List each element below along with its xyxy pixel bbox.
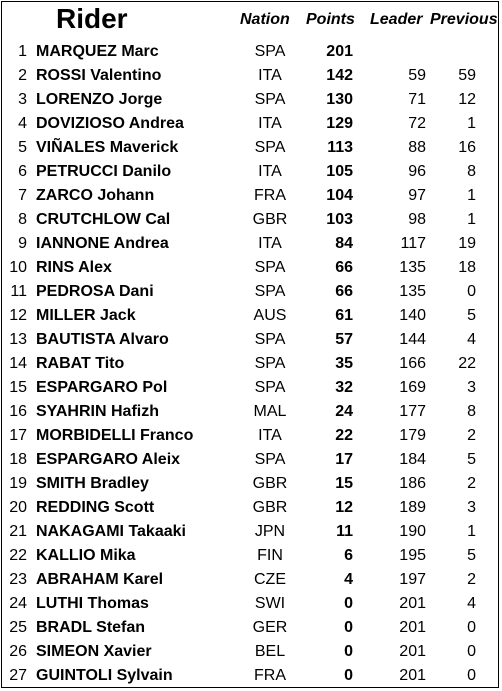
rider-name: KALLIO Mika — [36, 547, 136, 564]
gap-to-previous: 12 — [458, 91, 476, 108]
gap-to-leader: 201 — [399, 667, 426, 684]
rider-position: 17 — [9, 427, 27, 444]
rider-position: 16 — [9, 403, 27, 420]
gap-to-leader: 98 — [408, 211, 426, 228]
table-row — [0, 569, 502, 593]
rider-nation: JPN — [254, 523, 286, 540]
rider-points: 129 — [326, 115, 353, 132]
rider-nation: FRA — [254, 667, 286, 684]
table-row — [0, 137, 502, 161]
rider-points: 0 — [344, 595, 353, 612]
rider-nation: SPA — [254, 43, 286, 60]
rider-name: IANNONE Andrea — [36, 235, 169, 252]
gap-to-previous: 0 — [467, 643, 476, 660]
table-row — [0, 521, 502, 545]
gap-to-leader: 71 — [408, 91, 426, 108]
rider-name: PETRUCCI Danilo — [36, 163, 172, 180]
gap-to-previous: 8 — [467, 163, 476, 180]
rider-points: 84 — [335, 235, 353, 252]
rider-nation: SPA — [254, 283, 286, 300]
rider-nation: AUS — [253, 307, 287, 324]
rider-points: 66 — [335, 259, 353, 276]
rider-position: 2 — [18, 67, 27, 84]
rider-points: 17 — [335, 451, 353, 468]
rider-name: ESPARGARO Aleix — [36, 451, 181, 468]
rider-position: 15 — [9, 379, 27, 396]
header-leader: Leader — [370, 11, 423, 28]
rider-nation: BEL — [254, 643, 286, 660]
rider-name: ROSSI Valentino — [36, 67, 162, 84]
rider-points: 35 — [335, 355, 353, 372]
rider-position: 19 — [9, 475, 27, 492]
rider-position: 9 — [18, 235, 27, 252]
gap-to-previous: 22 — [458, 355, 476, 372]
rider-points: 104 — [326, 187, 353, 204]
rider-name: RINS Alex — [36, 259, 112, 276]
gap-to-leader: 166 — [399, 355, 426, 372]
rider-position: 10 — [9, 259, 27, 276]
rider-name: MORBIDELLI Franco — [36, 427, 194, 444]
table-row — [0, 113, 502, 137]
rider-nation: ITA — [258, 427, 282, 444]
rider-points: 32 — [335, 379, 353, 396]
gap-to-previous: 19 — [458, 235, 476, 252]
rider-position: 25 — [9, 619, 27, 636]
gap-to-leader: 201 — [399, 619, 426, 636]
gap-to-leader: 135 — [399, 283, 426, 300]
table-row — [0, 185, 502, 209]
gap-to-leader: 201 — [399, 595, 426, 612]
gap-to-previous: 4 — [467, 595, 476, 612]
table-row — [0, 665, 502, 689]
rider-points: 22 — [335, 427, 353, 444]
rider-name: ESPARGARO Pol — [36, 379, 168, 396]
rider-points: 113 — [327, 139, 353, 156]
table-row — [0, 329, 502, 353]
table-row — [0, 545, 502, 569]
table-row — [0, 497, 502, 521]
rider-name: REDDING Scott — [36, 499, 155, 516]
rider-position: 12 — [9, 307, 27, 324]
rider-position: 23 — [9, 571, 27, 588]
rider-name: RABAT Tito — [36, 355, 125, 372]
table-row — [0, 401, 502, 425]
header-nation: Nation — [240, 11, 290, 28]
rider-name: PEDROSA Dani — [36, 283, 154, 300]
table-row — [0, 473, 502, 497]
rider-position: 27 — [9, 667, 27, 684]
rider-name: LUTHI Thomas — [36, 595, 149, 612]
rider-position: 20 — [9, 499, 27, 516]
standings-rows — [0, 41, 502, 689]
table-row — [0, 641, 502, 665]
gap-to-previous: 5 — [467, 547, 476, 564]
rider-name: BAUTISTA Alvaro — [36, 331, 169, 348]
rider-nation: CZE — [254, 571, 286, 588]
gap-to-previous: 59 — [458, 67, 476, 84]
rider-name: VIÑALES Maverick — [36, 139, 179, 156]
gap-to-previous: 8 — [467, 403, 476, 420]
gap-to-previous: 2 — [467, 427, 476, 444]
rider-name: SYAHRIN Hafizh — [36, 403, 159, 420]
rider-nation: GBR — [252, 499, 288, 516]
gap-to-previous: 16 — [458, 139, 476, 156]
gap-to-previous: 0 — [467, 283, 476, 300]
rider-name: GUINTOLI Sylvain — [36, 667, 173, 684]
rider-position: 18 — [9, 451, 27, 468]
gap-to-previous: 3 — [467, 499, 476, 516]
rider-points: 61 — [335, 307, 353, 324]
rider-nation: GBR — [252, 475, 288, 492]
rider-points: 6 — [344, 547, 353, 564]
rider-position: 5 — [18, 139, 27, 156]
rider-points: 201 — [326, 43, 353, 60]
table-row — [0, 617, 502, 641]
rider-points: 24 — [335, 403, 353, 420]
gap-to-leader: 189 — [399, 499, 426, 516]
rider-points: 12 — [335, 499, 353, 516]
rider-position: 14 — [9, 355, 27, 372]
rider-position: 1 — [18, 43, 27, 60]
rider-nation: ITA — [258, 163, 282, 180]
rider-name: SIMEON Xavier — [36, 643, 152, 660]
header-points: Points — [306, 11, 355, 28]
rider-points: 11 — [336, 523, 353, 540]
table-row — [0, 233, 502, 257]
rider-points: 0 — [344, 619, 353, 636]
gap-to-leader: 197 — [399, 571, 426, 588]
rider-nation: FRA — [254, 187, 286, 204]
rider-nation: GER — [252, 619, 288, 636]
gap-to-previous: 0 — [467, 619, 476, 636]
rider-name: LORENZO Jorge — [36, 91, 163, 108]
rider-name: DOVIZIOSO Andrea — [36, 115, 184, 132]
rider-position: 8 — [18, 211, 27, 228]
rider-nation: SPA — [254, 331, 286, 348]
rider-position: 6 — [18, 163, 27, 180]
rider-points: 66 — [335, 283, 353, 300]
table-row — [0, 89, 502, 113]
gap-to-leader: 97 — [408, 187, 426, 204]
gap-to-leader: 144 — [399, 331, 426, 348]
rider-points: 105 — [326, 163, 353, 180]
table-row — [0, 425, 502, 449]
gap-to-previous: 4 — [467, 331, 476, 348]
gap-to-previous: 18 — [458, 259, 476, 276]
table-row — [0, 257, 502, 281]
rider-name: CRUTCHLOW Cal — [36, 211, 171, 228]
table-row — [0, 377, 502, 401]
rider-nation: SPA — [254, 451, 286, 468]
table-row — [0, 41, 502, 65]
gap-to-leader: 177 — [399, 403, 426, 420]
rider-nation: GBR — [252, 211, 288, 228]
table-header — [0, 0, 502, 40]
gap-to-previous: 1 — [467, 211, 476, 228]
rider-nation: SPA — [254, 259, 286, 276]
table-row — [0, 161, 502, 185]
gap-to-previous: 1 — [467, 523, 476, 540]
rider-points: 130 — [326, 91, 353, 108]
table-row — [0, 593, 502, 617]
rider-points: 0 — [344, 643, 353, 660]
rider-position: 4 — [18, 115, 27, 132]
gap-to-leader: 186 — [399, 475, 426, 492]
rider-name: MARQUEZ Marc — [36, 43, 159, 60]
rider-nation: SPA — [254, 355, 286, 372]
rider-position: 24 — [9, 595, 27, 612]
gap-to-previous: 5 — [467, 307, 476, 324]
rider-name: ZARCO Johann — [36, 187, 155, 204]
gap-to-previous: 2 — [467, 571, 476, 588]
gap-to-previous: 3 — [467, 379, 476, 396]
rider-name: ABRAHAM Karel — [36, 571, 164, 588]
gap-to-leader: 96 — [408, 163, 426, 180]
rider-points: 0 — [344, 667, 353, 684]
gap-to-leader: 201 — [399, 643, 426, 660]
rider-nation: SPA — [254, 91, 286, 108]
rider-nation: SPA — [254, 139, 286, 156]
rider-nation: ITA — [258, 115, 282, 132]
rider-position: 3 — [18, 91, 27, 108]
gap-to-leader: 169 — [399, 379, 426, 396]
header-previous: Previous — [430, 11, 498, 28]
rider-position: 11 — [10, 283, 27, 300]
rider-position: 26 — [9, 643, 27, 660]
rider-points: 4 — [344, 571, 353, 588]
table-row — [0, 281, 502, 305]
gap-to-previous: 1 — [467, 115, 476, 132]
gap-to-previous: 1 — [467, 187, 476, 204]
rider-name: BRADL Stefan — [36, 619, 146, 636]
rider-nation: ITA — [258, 235, 282, 252]
gap-to-previous: 2 — [467, 475, 476, 492]
gap-to-leader: 184 — [399, 451, 426, 468]
table-row — [0, 65, 502, 89]
gap-to-previous: 0 — [467, 667, 476, 684]
gap-to-leader: 195 — [399, 547, 426, 564]
rider-position: 13 — [9, 331, 27, 348]
gap-to-leader: 72 — [408, 115, 426, 132]
rider-points: 142 — [326, 67, 353, 84]
gap-to-leader: 140 — [399, 307, 426, 324]
gap-to-leader: 190 — [399, 523, 426, 540]
gap-to-leader: 88 — [408, 139, 426, 156]
rider-position: 7 — [18, 187, 27, 204]
table-row — [0, 209, 502, 233]
rider-points: 15 — [335, 475, 353, 492]
gap-to-leader: 117 — [400, 235, 426, 252]
rider-nation: FIN — [257, 547, 283, 564]
rider-name: MILLER Jack — [36, 307, 136, 324]
gap-to-leader: 179 — [399, 427, 426, 444]
rider-points: 103 — [326, 211, 353, 228]
table-row — [0, 305, 502, 329]
rider-name: NAKAGAMI Takaaki — [36, 523, 186, 540]
gap-to-previous: 5 — [467, 451, 476, 468]
rider-name: SMITH Bradley — [36, 475, 149, 492]
rider-points: 57 — [335, 331, 353, 348]
rider-nation: MAL — [253, 403, 287, 420]
gap-to-leader: 135 — [399, 259, 426, 276]
rider-nation: SWI — [254, 595, 286, 612]
table-row — [0, 449, 502, 473]
rider-nation: ITA — [258, 67, 282, 84]
header-rider: Rider — [56, 3, 128, 34]
rider-nation: SPA — [254, 379, 286, 396]
rider-position: 21 — [9, 523, 27, 540]
table-row — [0, 353, 502, 377]
rider-position: 22 — [9, 547, 27, 564]
gap-to-leader: 59 — [408, 67, 426, 84]
